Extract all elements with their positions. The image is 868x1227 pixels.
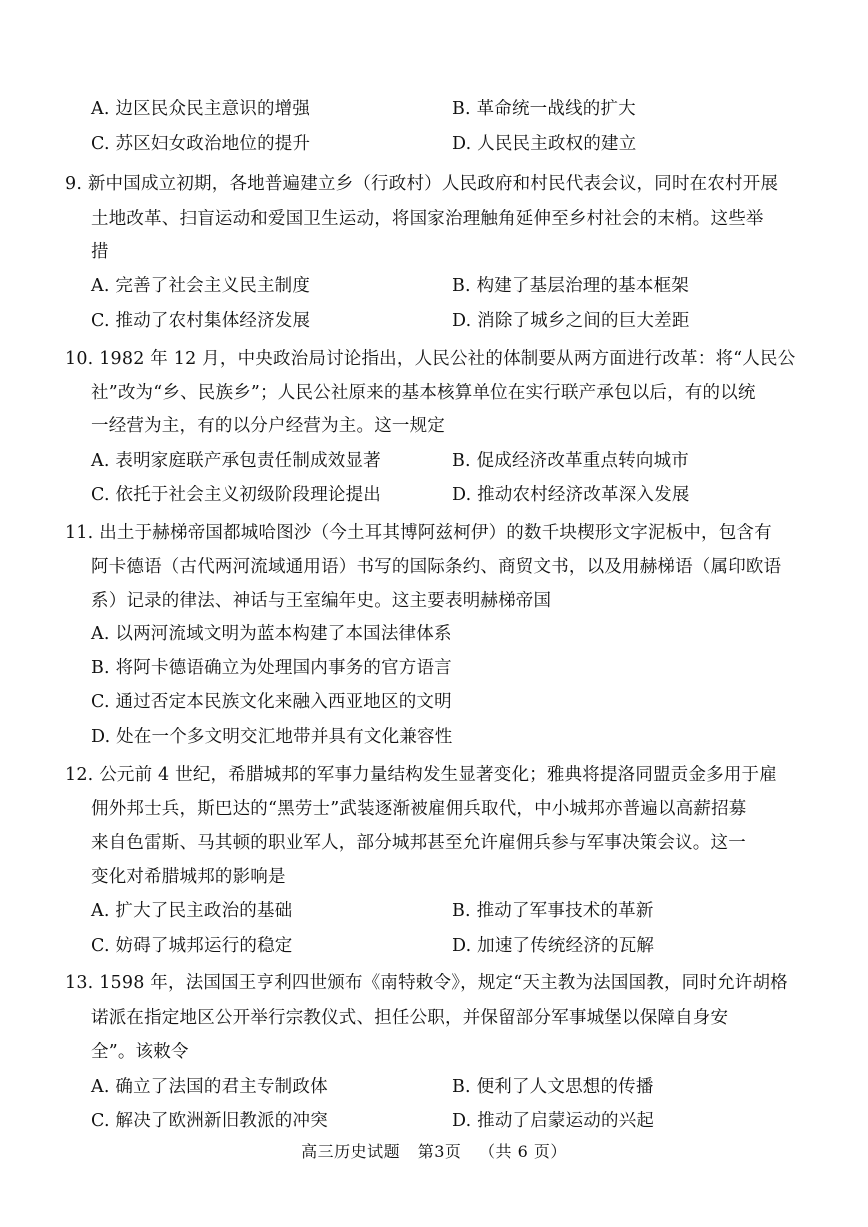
q11-option-c: C. 通过否定本民族文化来融入西亚地区的文明 xyxy=(91,692,452,712)
q10-option-b: B. 促成经济改革重点转向城市 xyxy=(452,451,689,471)
q10-option-a: A. 表明家庭联产承包责任制成效显著 xyxy=(91,451,381,471)
q9-stem-line-2: 土地改革、扫盲运动和爱国卫生运动，将国家治理触角延伸至乡村社会的末梢。这些举 xyxy=(91,209,764,229)
q9-option-b: B. 构建了基层治理的基本框架 xyxy=(452,276,689,296)
q11-stem-line-1: 11. 出土于赫梯帝国都城哈图沙（今土耳其博阿兹柯伊）的数千块楔形文字泥板中，包含有 xyxy=(65,523,772,543)
footer-subject: 高三历史试题 xyxy=(301,1142,401,1161)
q8-option-a: A. 边区民众民主意识的增强 xyxy=(91,99,311,119)
q11-option-b: B. 将阿卡德语确立为处理国内事务的官方语言 xyxy=(91,658,452,678)
q13-option-b: B. 便利了人文思想的传播 xyxy=(452,1077,654,1097)
q10-stem-line-3: 一经营为主，有的以分户经营为主。这一规定 xyxy=(91,416,445,436)
q11-option-a: A. 以两河流域文明为蓝本构建了本国法律体系 xyxy=(91,624,452,644)
q12-stem-line-4: 变化对希腊城邦的影响是 xyxy=(91,867,286,887)
q10-option-d: D. 推动农村经济改革深入发展 xyxy=(452,485,690,505)
q8-option-b: B. 革命统一战线的扩大 xyxy=(452,99,636,119)
q9-option-c: C. 推动了农村集体经济发展 xyxy=(91,311,311,331)
q10-stem-line-1: 10. 1982 年 12 月，中央政治局讨论指出，人民公社的体制要从两方面进行改革：将“人民公 xyxy=(65,349,796,369)
q13-option-c: C. 解决了欧洲新旧教派的冲突 xyxy=(91,1111,328,1131)
q12-stem-line-1: 12. 公元前 4 世纪，希腊城邦的军事力量结构发生显著变化；雅典将提洛同盟贡金多用于雇 xyxy=(65,765,777,785)
footer-page-number: 第3页 xyxy=(417,1142,462,1161)
q8-option-d: D. 人民民主政权的建立 xyxy=(452,134,637,154)
q12-stem-line-2: 佣外邦士兵，斯巴达的“黑劳士”武装逐渐被雇佣兵取代，中小城邦亦普遍以高薪招募 xyxy=(91,799,747,819)
q9-option-d: D. 消除了城乡之间的巨大差距 xyxy=(452,311,690,331)
q13-stem-line-1: 13. 1598 年，法国国王亨利四世颁布《南特敕令》，规定“天主教为法国国教，同时允许胡格 xyxy=(65,973,788,993)
q12-option-b: B. 推动了军事技术的革新 xyxy=(452,901,654,921)
q13-option-d: D. 推动了启蒙运动的兴起 xyxy=(452,1111,655,1131)
q13-stem-line-2: 诺派在指定地区公开举行宗教仪式、担任公职，并保留部分军事城堡以保障自身安 xyxy=(91,1008,729,1028)
q8-option-c: C. 苏区妇女政治地位的提升 xyxy=(91,134,311,154)
q13-stem-line-3: 全”。该敕令 xyxy=(91,1042,189,1062)
q12-option-a: A. 扩大了民主政治的基础 xyxy=(91,901,293,921)
q12-option-c: C. 妨碍了城邦运行的稳定 xyxy=(91,936,293,956)
footer-total-pages: （共 6 页） xyxy=(479,1142,567,1161)
q11-option-d: D. 处在一个多文明交汇地带并具有文化兼容性 xyxy=(91,727,453,747)
q13-option-a: A. 确立了法国的君主专制政体 xyxy=(91,1077,328,1097)
q11-stem-line-2: 阿卡德语（古代两河流域通用语）书写的国际条约、商贸文书，以及用赫梯语（属印欧语 xyxy=(91,557,782,577)
q10-option-c: C. 依托于社会主义初级阶段理论提出 xyxy=(91,485,381,505)
q9-stem-line-1: 9. 新中国成立初期，各地普遍建立乡（行政村）人民政府和村民代表会议，同时在农村开展 xyxy=(65,174,779,194)
q9-option-a: A. 完善了社会主义民主制度 xyxy=(91,276,311,296)
page-footer xyxy=(0,1140,868,1164)
q12-stem-line-3: 来自色雷斯、马其顿的职业军人，部分城邦甚至允许雇佣兵参与军事决策会议。这一 xyxy=(91,833,746,853)
q12-option-d: D. 加速了传统经济的瓦解 xyxy=(452,936,655,956)
q9-stem-line-3: 措 xyxy=(91,242,109,262)
q11-stem-line-3: 系）记录的律法、神话与王室编年史。这主要表明赫梯帝国 xyxy=(91,591,552,611)
q10-stem-line-2: 社”改为“乡、民族乡”；人民公社原来的基本核算单位在实行联产承包以后，有的以统 xyxy=(91,383,756,403)
